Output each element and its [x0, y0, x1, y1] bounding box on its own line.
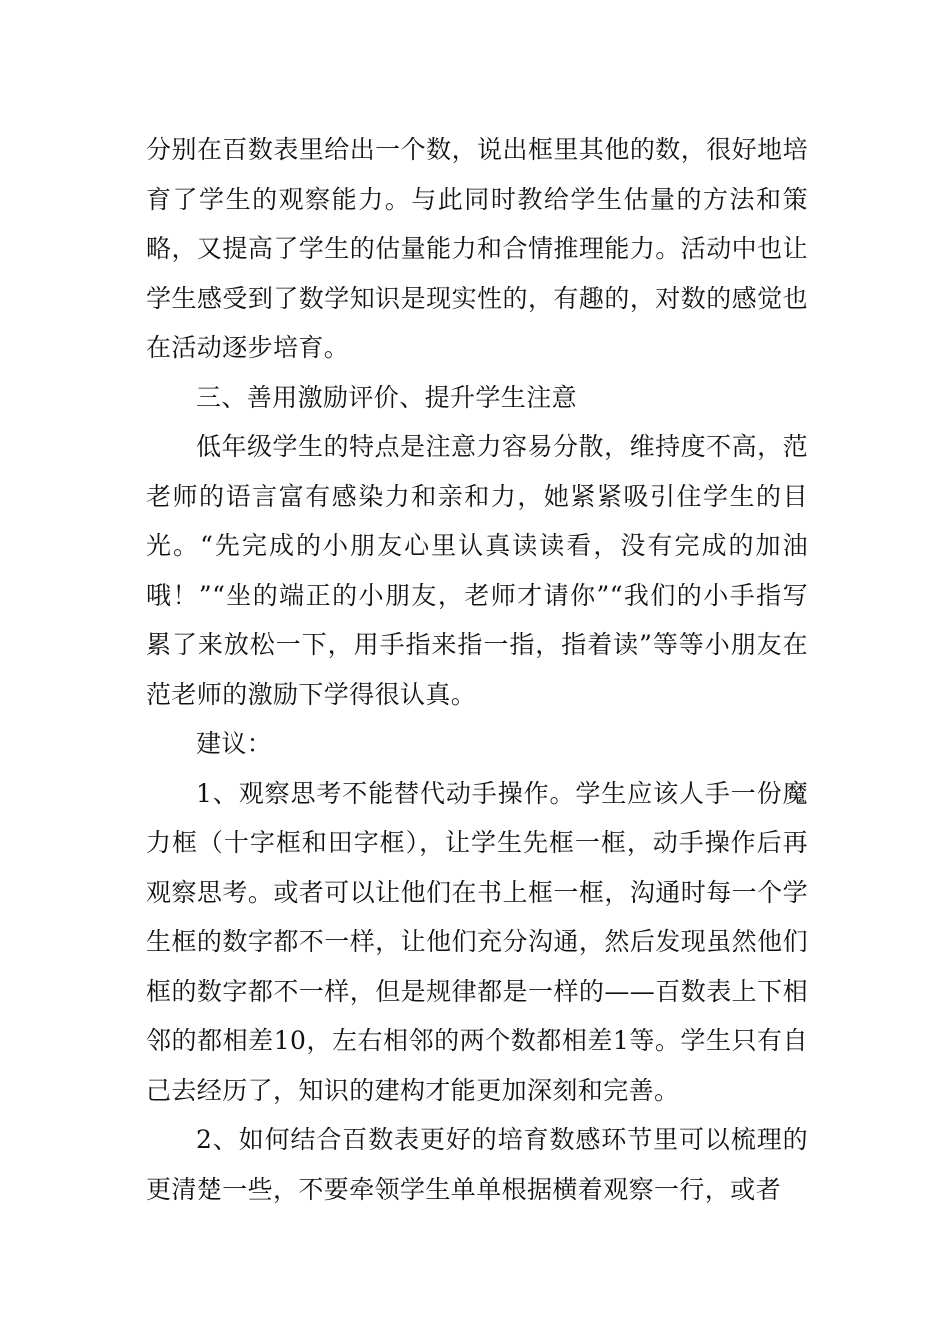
suggestions-heading: 建议： — [196, 729, 273, 758]
suggestion-item-2: 2、如何结合百数表更好的培育数感环节里可以梳理的更清楚一些，不要牵领学生单单根据横着观察一行，或者 — [146, 1125, 808, 1204]
document-page — [146, 125, 808, 1214]
section-heading-3: 三、善用激励评价、提升学生注意 — [196, 382, 578, 412]
paragraph-encouragement: 低年级学生的特点是注意力容易分散，维持度不高，范老师的语言富有感染力和亲和力，她紧紧吸引住学生的目光。“先完成的小朋友心里认真读读看，没有完成的加油哦！”“坐的端正的小朋友，老师才请你”“我们的小手指写累了来放松一下，用手指来指一指，指着读”等等小朋友在范老师的激励下学得很认真。 — [146, 432, 808, 709]
paragraph-continuation: 分别在百数表里给出一个数，说出框里其他的数，很好地培育了学生的观察能力。与此同时教给学生估量的方法和策略，又提高了学生的估量能力和合情推理能力。活动中也让学生感受到了数学知识是现实性的，有趣的，对数的感觉也在活动逐步培育。 — [146, 135, 808, 362]
suggestion-item-1: 1、观察思考不能替代动手操作。学生应该人手一份魔力框（十字框和田字框），让学生先框一框，动手操作后再观察思考。或者可以让他们在书上框一框，沟通时每一个学生框的数字都不一样，让他们充分沟通，然后发现虽然他们框的数字都不一样，但是规律都是一样的——百数表上下相邻的都相差10，左右相邻的两个数都相差1等。学生只有自己去经历了，知识的建构才能更加深刻和完善。 — [146, 778, 808, 1105]
